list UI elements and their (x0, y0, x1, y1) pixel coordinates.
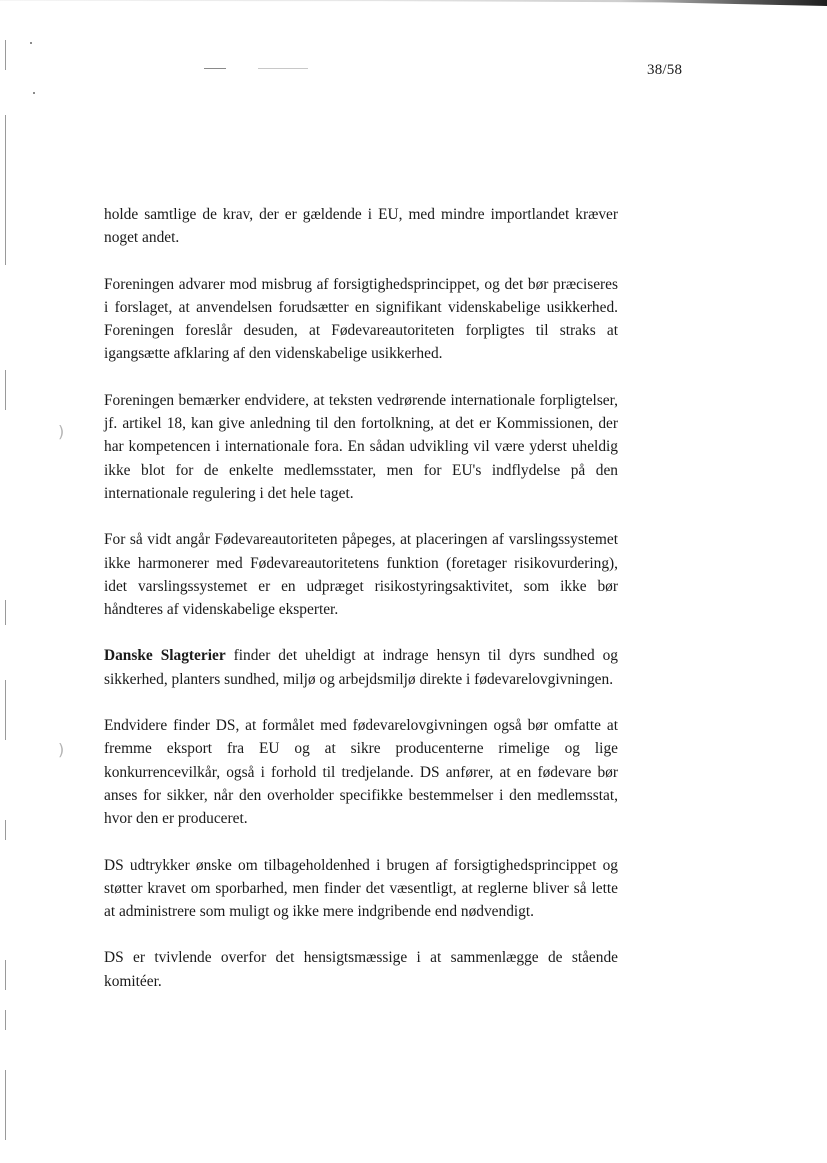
scan-margin-line (5, 680, 6, 740)
page-number: 38/58 (647, 62, 683, 78)
scan-speck (30, 42, 32, 44)
paragraph-text: finder det uheldigt at indrage hensyn til dyrs sundhed og sikkerhed, planters sundhed, miljø og arbejdsmiljø direkte i fødevarelovgivningen. (104, 647, 618, 688)
scan-margin-line (5, 115, 6, 265)
paragraph-text: For så vidt angår Fødevareautoriteten påpeges, at placeringen af varslingssystemet ikke harmonerer med Fødevareautoritetens funktion (foretager risikovurdering), idet varslingssystemet er en udpræget risikostyringsaktivitet, som ikke bør håndteres af videnskabelige eksperter. (104, 531, 618, 619)
paragraph (104, 714, 618, 830)
paragraph (104, 946, 618, 993)
scan-margin-line (5, 960, 6, 990)
paragraph-text: Endvidere finder DS, at formålet med fødevarelovgivningen også bør omfatte at fremme eksport fra EU og at sikre producenterne rimelige og lige konkurrencevilkår, også i forhold til tredjelande. DS anfører, at en fødevare bør anses for sikker, når den overholder specifikke bestemmelser i den medlemsstat, hvor den er produceret. (104, 717, 618, 828)
scan-top-edge (0, 0, 827, 6)
paragraph (104, 528, 618, 621)
scan-speck (33, 92, 35, 94)
paragraph (104, 273, 618, 366)
scan-margin-line (5, 600, 6, 625)
paragraph-text: Foreningen advarer mod misbrug af forsigtighedsprincippet, og det bør præciseres i forslaget, at anvendelsen forudsætter en signifikant videnskabelige usikkerhed. Foreningen foreslår desuden, at Fødevareautoriteten forpligtes til straks at igangsætte afklaring af den videnskabelige usikkerhed. (104, 275, 618, 363)
paragraph (104, 203, 618, 250)
paragraph-text: holde samtlige de krav, der er gældende i EU, med mindre importlandet kræver noget andet. (104, 206, 618, 247)
paragraph-text: DS er tvivlende overfor det hensigtsmæssige i at sammenlægge de stående komitéer. (104, 949, 618, 990)
paragraph (104, 644, 618, 691)
scan-margin-line (5, 820, 6, 840)
scan-margin-line (5, 40, 6, 70)
scan-margin-line (5, 1010, 6, 1030)
scan-margin-line (5, 1070, 6, 1140)
document-body (104, 203, 618, 1016)
scan-margin-line (5, 370, 6, 410)
paragraph-text: Foreningen bemærker endvidere, at teksten vedrørende internationale forpligtelser, jf. artikel 18, kan give anledning til den fortolkning, at det er Kommissionen, der har kompetencen i internationale fora. En sådan udvikling vil være yderst uheldig ikke blot for de enkelte medlemsstater, men for EU's indflydelse på den internationale regulering i det hele taget. (104, 391, 618, 502)
punch-hole-mark: ) (58, 740, 65, 759)
header-rule (204, 68, 226, 69)
paragraph (104, 854, 618, 924)
header-rule (258, 68, 308, 69)
organization-name: Danske Slagterier (104, 647, 226, 665)
punch-hole-mark: ) (58, 422, 65, 441)
paragraph-text: DS udtrykker ønske om tilbageholdenhed i brugen af forsigtighedsprincippet og støtter kravet om sporbarhed, men finder det væsentligt, at reglerne bliver så lette at administrere som muligt og ikke mere indgribende end nødvendigt. (104, 856, 618, 921)
paragraph (104, 389, 618, 505)
